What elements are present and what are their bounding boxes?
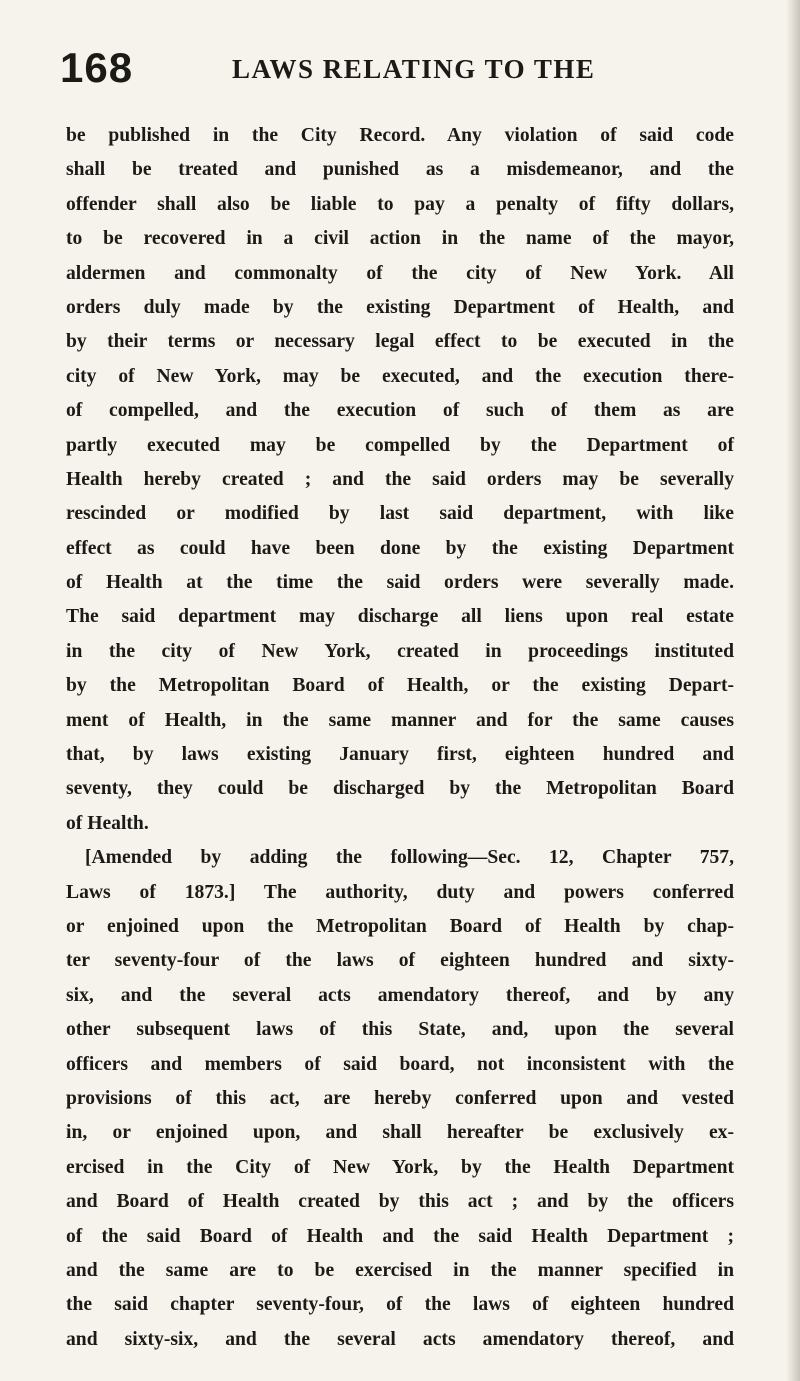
text-line: and Board of Health created by this act ; and by the officers — [66, 1191, 734, 1213]
text-line: of Health at the time the said orders were severally made. — [66, 572, 734, 594]
text-line: six, and the several acts amendatory thereof, and by any — [66, 984, 734, 1006]
text-line: that, by laws existing January first, eighteen hundred and — [66, 744, 734, 766]
text-line: other subsequent laws of this State, and, upon the several — [66, 1019, 734, 1041]
text-line: in the city of New York, created in proceedings instituted — [66, 640, 734, 662]
text-line: in, or enjoined upon, and shall hereafter be exclusively ex- — [66, 1122, 734, 1144]
text-line: ercised in the City of New York, by the Health Department — [66, 1156, 734, 1178]
text-line: ment of Health, in the same manner and for the same causes — [66, 709, 734, 731]
text-line: officers and members of said board, not inconsistent with the — [66, 1053, 734, 1075]
text-line: partly executed may be compelled by the Department of — [66, 434, 734, 456]
text-line: and the same are to be exercised in the manner specified in — [66, 1259, 734, 1281]
text-line: of compelled, and the execution of such of them as are — [66, 400, 734, 422]
running-head-title: LAWS RELATING TO THE — [232, 54, 596, 84]
text-line: Laws of 1873.] The authority, duty and powers conferred — [66, 881, 734, 903]
text-line: shall be treated and punished as a misdemeanor, and the — [66, 159, 734, 181]
text-line: provisions of this act, are hereby conferred upon and vested — [66, 1087, 734, 1109]
text-line: [Amended by adding the following—Sec. 12, Chapter 757, — [85, 847, 734, 869]
text-line: aldermen and commonalty of the city of New York. All — [66, 262, 734, 284]
text-line: be published in the City Record. Any violation of said code — [66, 125, 734, 146]
text-line: Health hereby created ; and the said orders may be severally — [66, 468, 734, 490]
body-text — [66, 119, 734, 1357]
text-line: city of New York, may be executed, and the execution there- — [66, 365, 734, 387]
text-line: The said department may discharge all liens upon real estate — [66, 606, 734, 628]
text-line: ter seventy-four of the laws of eighteen hundred and sixty- — [66, 950, 734, 972]
text-line: rescinded or modified by last said department, with like — [66, 503, 734, 525]
running-head — [60, 44, 740, 92]
text-line: orders duly made by the existing Department of Health, and — [66, 296, 734, 318]
page-number: 168 — [60, 44, 134, 91]
text-line: by their terms or necessary legal effect to be executed in the — [66, 331, 734, 353]
text-line: or enjoined upon the Metropolitan Board of Health by chap- — [66, 915, 734, 937]
text-line: offender shall also be liable to pay a penalty of fifty dollars, — [66, 193, 734, 215]
page-edge-shadow — [786, 0, 800, 1381]
text-line: of the said Board of Health and the said Health Department ; — [66, 1225, 734, 1247]
text-line: seventy, they could be discharged by the Metropolitan Board — [66, 778, 734, 800]
text-line: to be recovered in a civil action in the name of the mayor, — [66, 228, 734, 250]
text-line: of Health. — [66, 812, 149, 834]
text-line: the said chapter seventy-four, of the laws of eighteen hundred — [66, 1294, 734, 1316]
text-line: by the Metropolitan Board of Health, or the existing Depart- — [66, 675, 734, 697]
text-line: and sixty-six, and the several acts amendatory thereof, and — [66, 1328, 734, 1350]
text-line: effect as could have been done by the existing Department — [66, 537, 734, 559]
